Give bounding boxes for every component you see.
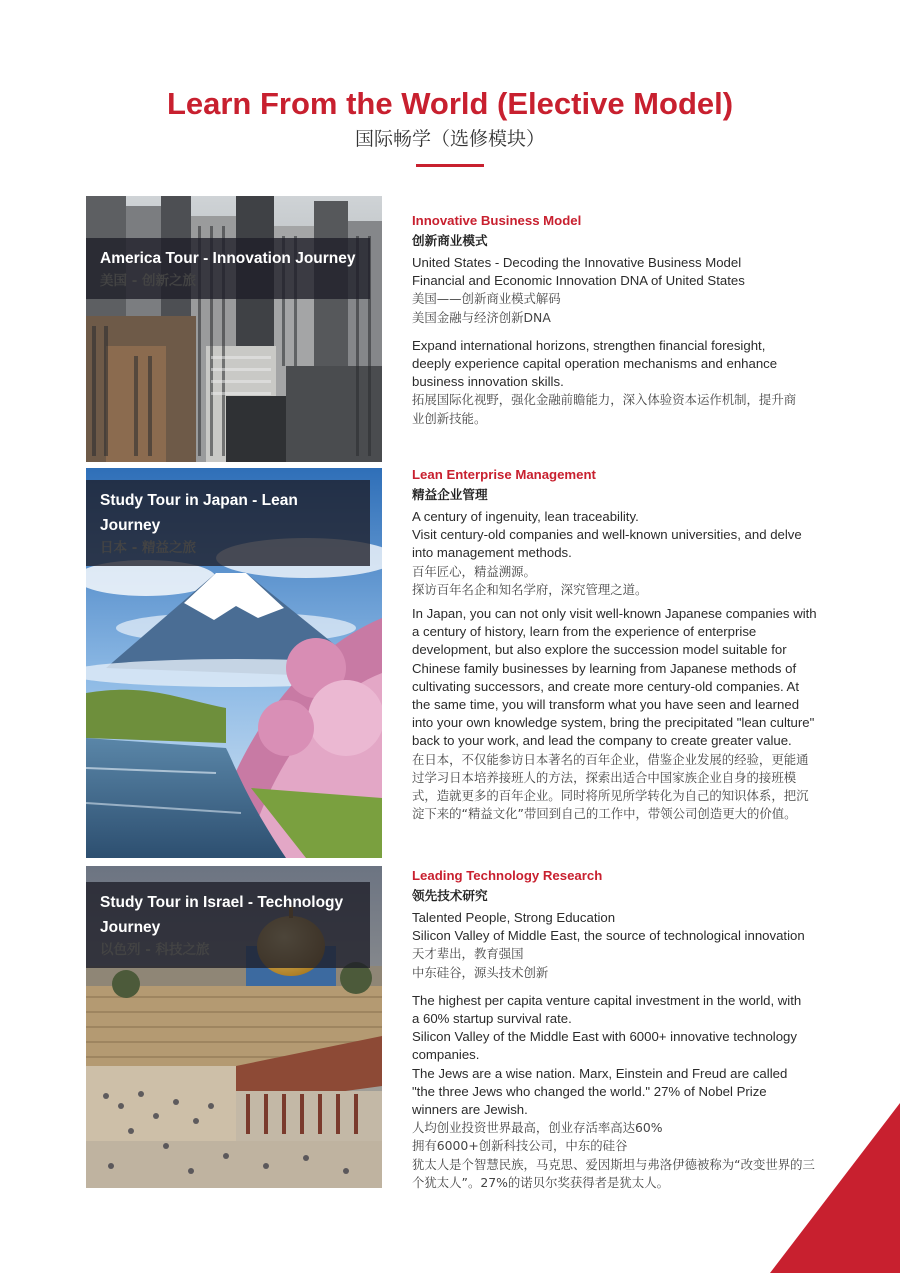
text-line: Talented People, Strong Education [412,910,616,925]
paragraph-line: The highest per capita venture capital investment in the world, with a 60% startup survival rate. [412,992,802,1027]
paragraph-line-zh: 人均创业投资世界最高，创业存活率高达60% [412,1120,663,1136]
paragraph-line: Silicon Valley of the Middle East with 6000+ innovative technology companies. [412,1029,797,1063]
section-title: Lean Enterprise Management [412,467,596,482]
paragraph-zh: 拓展国际化视野，强化金融前瞻能力，深入体验资本运作机制，提升商业创新技能。 [412,392,797,426]
japan-fuji-photo [86,468,382,858]
paragraph-line-zh: 犹太人是个智慧民族，马克思、爱因斯坦与弗洛伊德被称为“改变世界的三个犹太人”。27%的诺贝尔奖获得者是犹太人。 [412,1156,815,1190]
japan-caption [86,480,370,566]
paragraph-zh: 在日本，不仅能参访日本著名的百年企业，借鉴企业发展的经验，更能通过学习日本培养接班人的方法，探索出适合中国家族企业自身的接班模式，造就更多的百年企业。同时将所见所学转化为自己的知识体系，把沉淀下来的“精益文化”带回到自己的工作中，带领公司创造更大的价值。 [412,751,809,822]
paragraph: In Japan, you can not only visit well-known Japanese companies with a century of history, learn from the experience of enterprise development, but also explore the succession model suitable for Chinese family businesses by learning from Japanese methods of cultivating successors, and create more century-old companies. At the same time, you will transform what you have seen and learned into your own knowledge system, bring the precipitated "lean culture" back to your work, and lead the company to create greater value. [412,606,817,749]
text-line-zh: 美国——创新商业模式解码 [412,291,561,307]
title-divider [416,164,484,167]
page-title: Learn From the World (Elective Model) [166,86,734,121]
america-city-photo [86,196,382,462]
text-line-zh: 美国金融与经济创新DNA [412,309,551,325]
caption-title: America Tour - Innovation Journey [100,250,356,267]
text-line-zh: 探访百年名企和知名学府，深究管理之道。 [412,581,648,597]
israel-jerusalem-photo [86,866,382,1188]
israel-caption [86,882,370,968]
caption-subtitle: 美国 - 创新之旅 [100,273,197,289]
page-subtitle: 国际畅学（选修模块） [354,128,545,150]
section-title-zh: 创新商业模式 [412,233,488,248]
paragraph-line-zh: 拥有6000+创新科技公司，中东的硅谷 [412,1138,628,1154]
text-line-zh: 百年匠心，精益溯源。 [412,563,536,579]
corner-triangle-decoration [770,1103,900,1273]
text-line: United States - Decoding the Innovative Business Model [412,255,742,270]
section-title: Leading Technology Research [412,868,603,883]
text-line: A century of ingenuity, lean traceability. [412,509,639,524]
japan-section [412,466,852,823]
text-line-zh: 中东硅谷，源头技术创新 [412,964,549,980]
section-title-zh: 精益企业管理 [412,487,488,502]
section-title: Innovative Business Model [412,213,582,228]
paragraph: Expand international horizons, strengthen financial foresight, deeply experience capital operation mechanisms and enhance business innovation skills. [412,337,778,390]
caption-subtitle: 以色列 - 科技之旅 [100,942,210,958]
caption-title: Study Tour in Japan - Lean Journey [100,492,298,534]
america-section [412,212,852,428]
america-caption [86,238,370,299]
section-title-zh: 领先技术研究 [412,888,488,903]
caption-title: Study Tour in Israel - Technology Journey [100,894,344,936]
text-line: Silicon Valley of Middle East, the source of technological innovation [412,928,805,944]
paragraph-line: The Jews are a wise nation. Marx, Einstein and Freud are called "the three Jews who changed the world." 27% of Nobel Prize winners are Jewish. [412,1065,788,1118]
text-line: Financial and Economic Innovation DNA of United States [412,273,745,289]
text-line-zh: 天才辈出，教育强国 [412,946,524,962]
text-line: Visit century-old companies and well-known universities, and delve into management methods. [412,527,802,561]
caption-subtitle: 日本 - 精益之旅 [100,540,197,556]
